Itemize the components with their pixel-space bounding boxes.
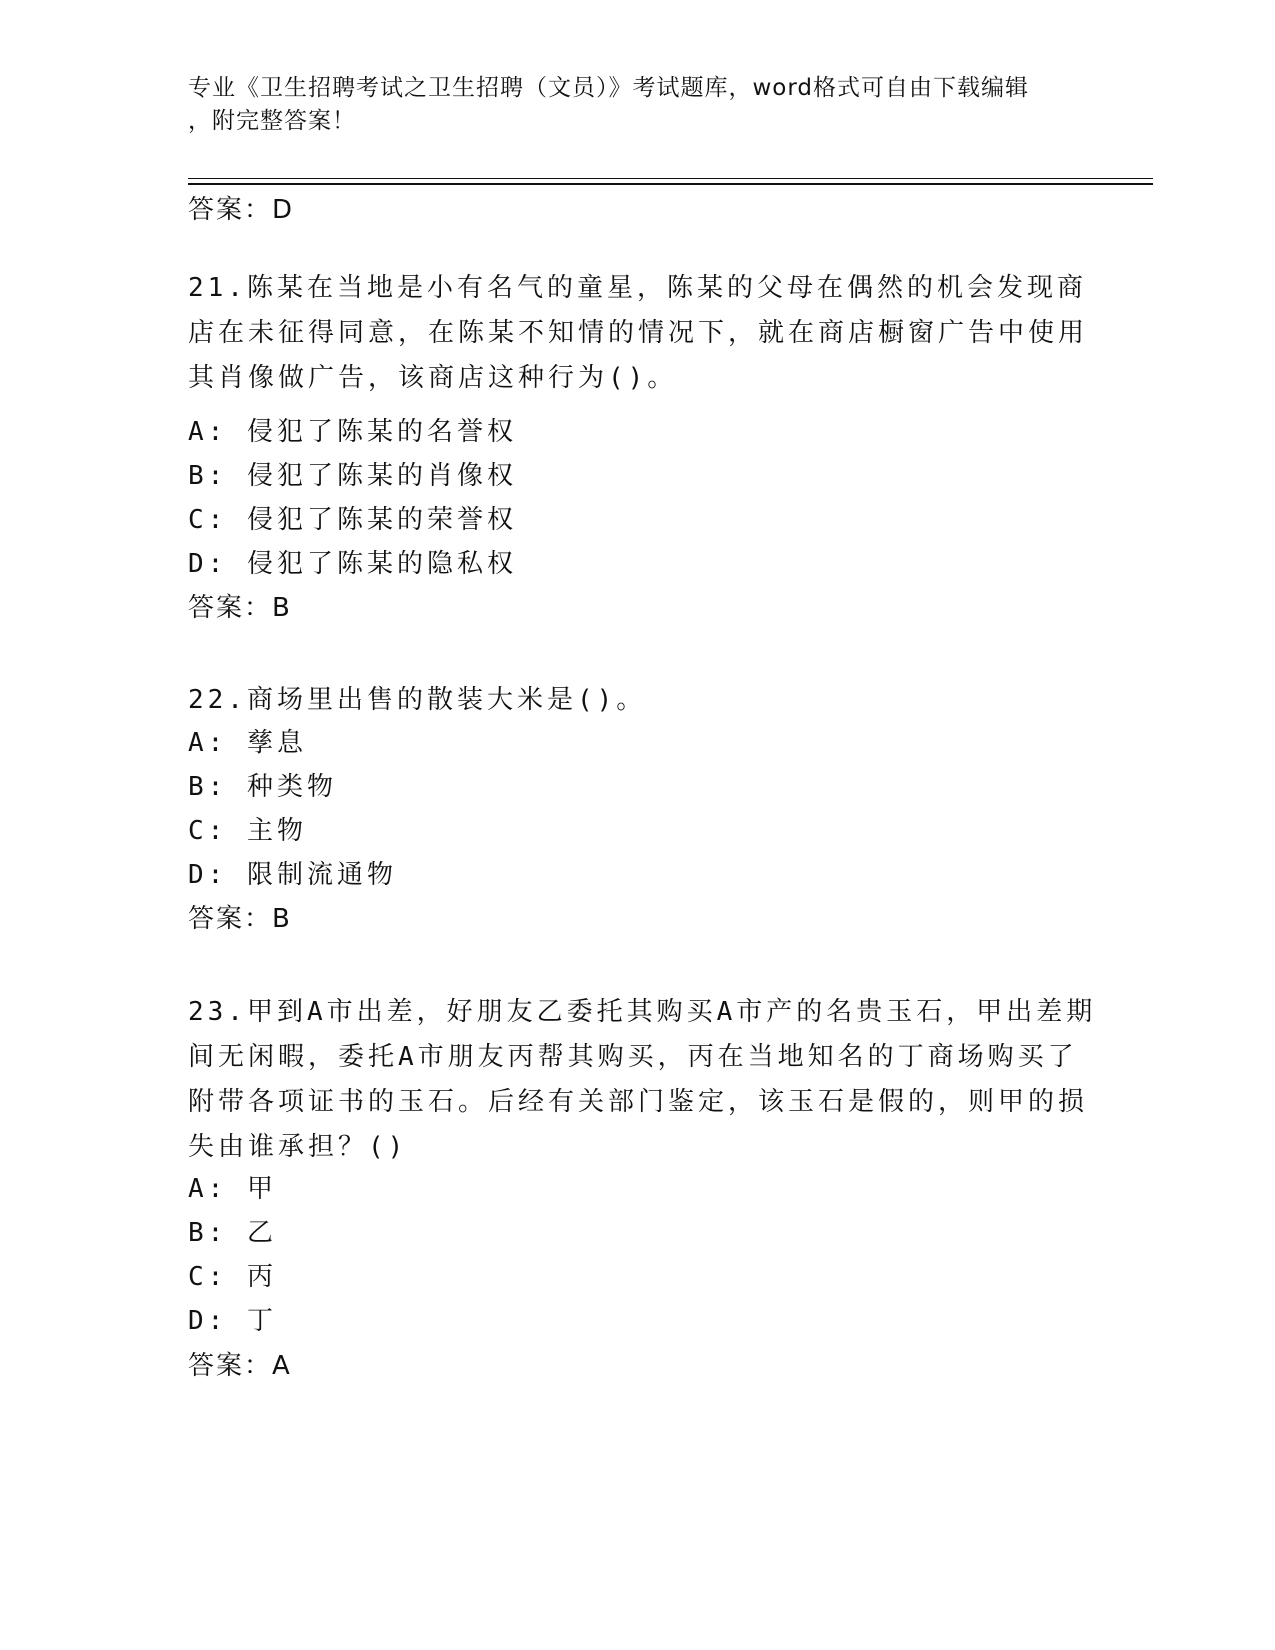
- document-header: [188, 72, 1078, 138]
- question-22-answer: 答案：B: [188, 904, 292, 934]
- question-21-option-a: A: 侵犯了陈某的名誉权: [188, 417, 517, 447]
- question-23-option-b: B: 乙: [188, 1218, 277, 1248]
- question-21-option-c: C: 侵犯了陈某的荣誉权: [188, 505, 517, 535]
- question-23-option-c: C: 丙: [188, 1262, 277, 1292]
- question-22-option-a: A: 孳息: [188, 728, 307, 758]
- question-22-option-c: C: 主物: [188, 816, 307, 846]
- question-21-text: 21.陈某在当地是小有名气的童星，陈某的父母在偶然的机会发现商店在未征得同意，在陈某不知情的情况下，就在商店橱窗广告中使用其肖像做广告，该商店这种行为()。: [188, 273, 1089, 393]
- header-line-2: ，附完整答案！: [188, 108, 356, 134]
- question-21-answer: 答案：B: [188, 593, 292, 623]
- question-22-text: 22.商场里出售的散装大米是()。: [188, 685, 647, 715]
- question-22-option-d: D: 限制流通物: [188, 860, 397, 890]
- question-22-option-b: B: 种类物: [188, 772, 337, 802]
- question-21-option-b: B: 侵犯了陈某的肖像权: [188, 461, 517, 491]
- header-rule-thin: [188, 178, 1153, 179]
- header-line-1: 专业《卫生招聘考试之卫生招聘（文员）》考试题库，word格式可自由下载编辑: [188, 75, 1030, 101]
- header-rule-thick: [188, 183, 1153, 185]
- question-23-answer: 答案：A: [188, 1351, 292, 1381]
- answer-previous: 答案：D: [188, 195, 295, 225]
- question-23-option-a: A: 甲: [188, 1174, 277, 1204]
- question-21-option-d: D: 侵犯了陈某的隐私权: [188, 549, 517, 579]
- question-23-text: 23.甲到A市出差，好朋友乙委托其购买A市产的名贵玉石，甲出差期间无闲暇，委托A市朋友丙帮其购买，丙在当地知名的丁商场购买了附带各项证书的玉石。后经有关部门鉴定，该玉石是假的，则甲的损失由谁承担？(): [188, 997, 1097, 1162]
- question-23-option-d: D: 丁: [188, 1306, 277, 1336]
